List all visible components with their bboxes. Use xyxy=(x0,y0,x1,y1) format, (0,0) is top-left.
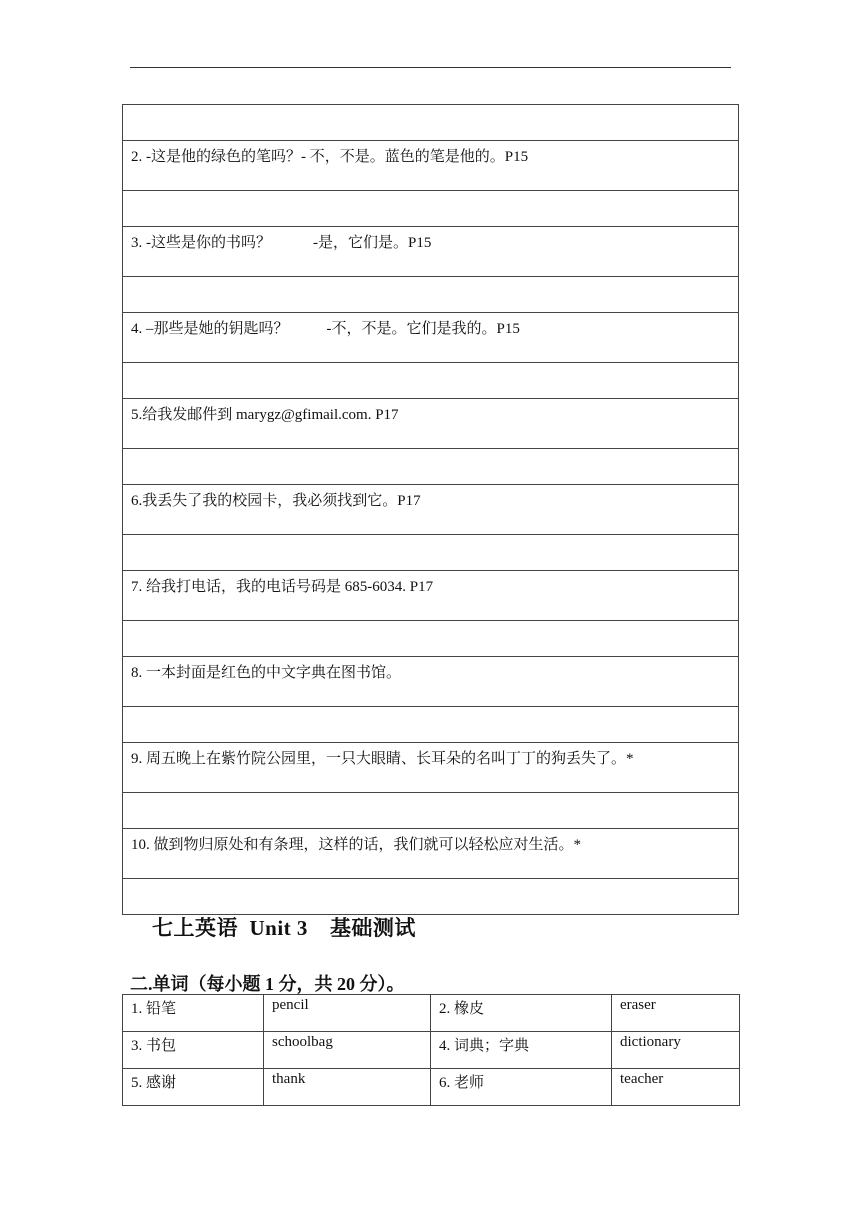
vocab-row xyxy=(123,1069,740,1106)
answer-cell[interactable] xyxy=(123,363,739,399)
vocab-answer: pencil xyxy=(264,995,431,1032)
question-row xyxy=(123,829,739,879)
answer-cell[interactable] xyxy=(123,793,739,829)
question-row xyxy=(123,485,739,535)
title-part-2: Unit 3 xyxy=(249,916,308,940)
answer-row xyxy=(123,793,739,829)
answer-cell[interactable] xyxy=(123,277,739,313)
answer-row xyxy=(123,879,739,915)
question-3-q: 3. -这些是你的书吗？ xyxy=(131,235,271,251)
answer-row xyxy=(123,277,739,313)
answer-row xyxy=(123,191,739,227)
answer-cell[interactable] xyxy=(123,449,739,485)
vocab-answer: schoolbag xyxy=(264,1032,431,1069)
question-row xyxy=(123,227,739,277)
answer-row xyxy=(123,449,739,485)
answer-cell[interactable] xyxy=(123,191,739,227)
question-4-a: -不，不是。它们是我的。P15 xyxy=(326,321,520,337)
question-5: 5.给我发邮件到 marygz@gfimail.com. P17 xyxy=(123,399,739,449)
answer-cell[interactable] xyxy=(123,621,739,657)
vocab-row xyxy=(123,995,740,1032)
question-row xyxy=(123,313,739,363)
vocab-prompt: 4. 词典；字典 xyxy=(431,1032,612,1069)
question-row xyxy=(123,571,739,621)
vocab-prompt: 1. 铅笔 xyxy=(123,995,264,1032)
header-rule xyxy=(130,67,731,68)
question-4 xyxy=(123,313,739,363)
vocab-row xyxy=(123,1032,740,1069)
title-part-3: 基础测试 xyxy=(329,916,416,940)
vocab-answer: dictionary xyxy=(612,1032,740,1069)
question-7: 7. 给我打电话，我的电话号码是 685-6034. P17 xyxy=(123,571,739,621)
question-row xyxy=(123,399,739,449)
answer-cell[interactable] xyxy=(123,535,739,571)
question-8: 8. 一本封面是红色的中文字典在图书馆。 xyxy=(123,657,739,707)
vocab-answer: thank xyxy=(264,1069,431,1106)
question-3 xyxy=(123,227,739,277)
vocab-prompt: 3. 书包 xyxy=(123,1032,264,1069)
question-3-a: -是，它们是。P15 xyxy=(313,235,432,251)
answer-row xyxy=(123,363,739,399)
question-row xyxy=(123,743,739,793)
answer-row xyxy=(123,535,739,571)
title-part-1: 七上英语 xyxy=(152,916,238,940)
question-9: 9. 周五晚上在紫竹院公园里，一只大眼睛、长耳朵的名叫丁丁的狗丢失了。* xyxy=(123,743,739,793)
question-6: 6.我丢失了我的校园卡，我必须找到它。P17 xyxy=(123,485,739,535)
vocab-answer: eraser xyxy=(612,995,740,1032)
question-row xyxy=(123,141,739,191)
vocab-prompt: 5. 感谢 xyxy=(123,1069,264,1106)
answer-row xyxy=(123,621,739,657)
vocab-prompt: 6. 老师 xyxy=(431,1069,612,1106)
section-heading: 二.单词（每小题 1 分，共 20 分）。 xyxy=(130,974,405,994)
question-4-q: 4. –那些是她的钥匙吗？ xyxy=(131,321,289,337)
vocab-table xyxy=(122,994,740,1106)
answer-cell[interactable] xyxy=(123,105,739,141)
question-row xyxy=(123,657,739,707)
question-10: 10. 做到物归原处和有条理，这样的话，我们就可以轻松应对生活。* xyxy=(123,829,739,879)
answer-cell[interactable] xyxy=(123,879,739,915)
translation-table xyxy=(122,104,739,915)
answer-cell[interactable] xyxy=(123,707,739,743)
question-2: 2. -这是他的绿色的笔吗？- 不，不是。蓝色的笔是他的。P15 xyxy=(123,141,739,191)
page-title xyxy=(152,912,416,942)
vocab-answer: teacher xyxy=(612,1069,740,1106)
vocab-prompt: 2. 橡皮 xyxy=(431,995,612,1032)
answer-row xyxy=(123,105,739,141)
answer-row xyxy=(123,707,739,743)
